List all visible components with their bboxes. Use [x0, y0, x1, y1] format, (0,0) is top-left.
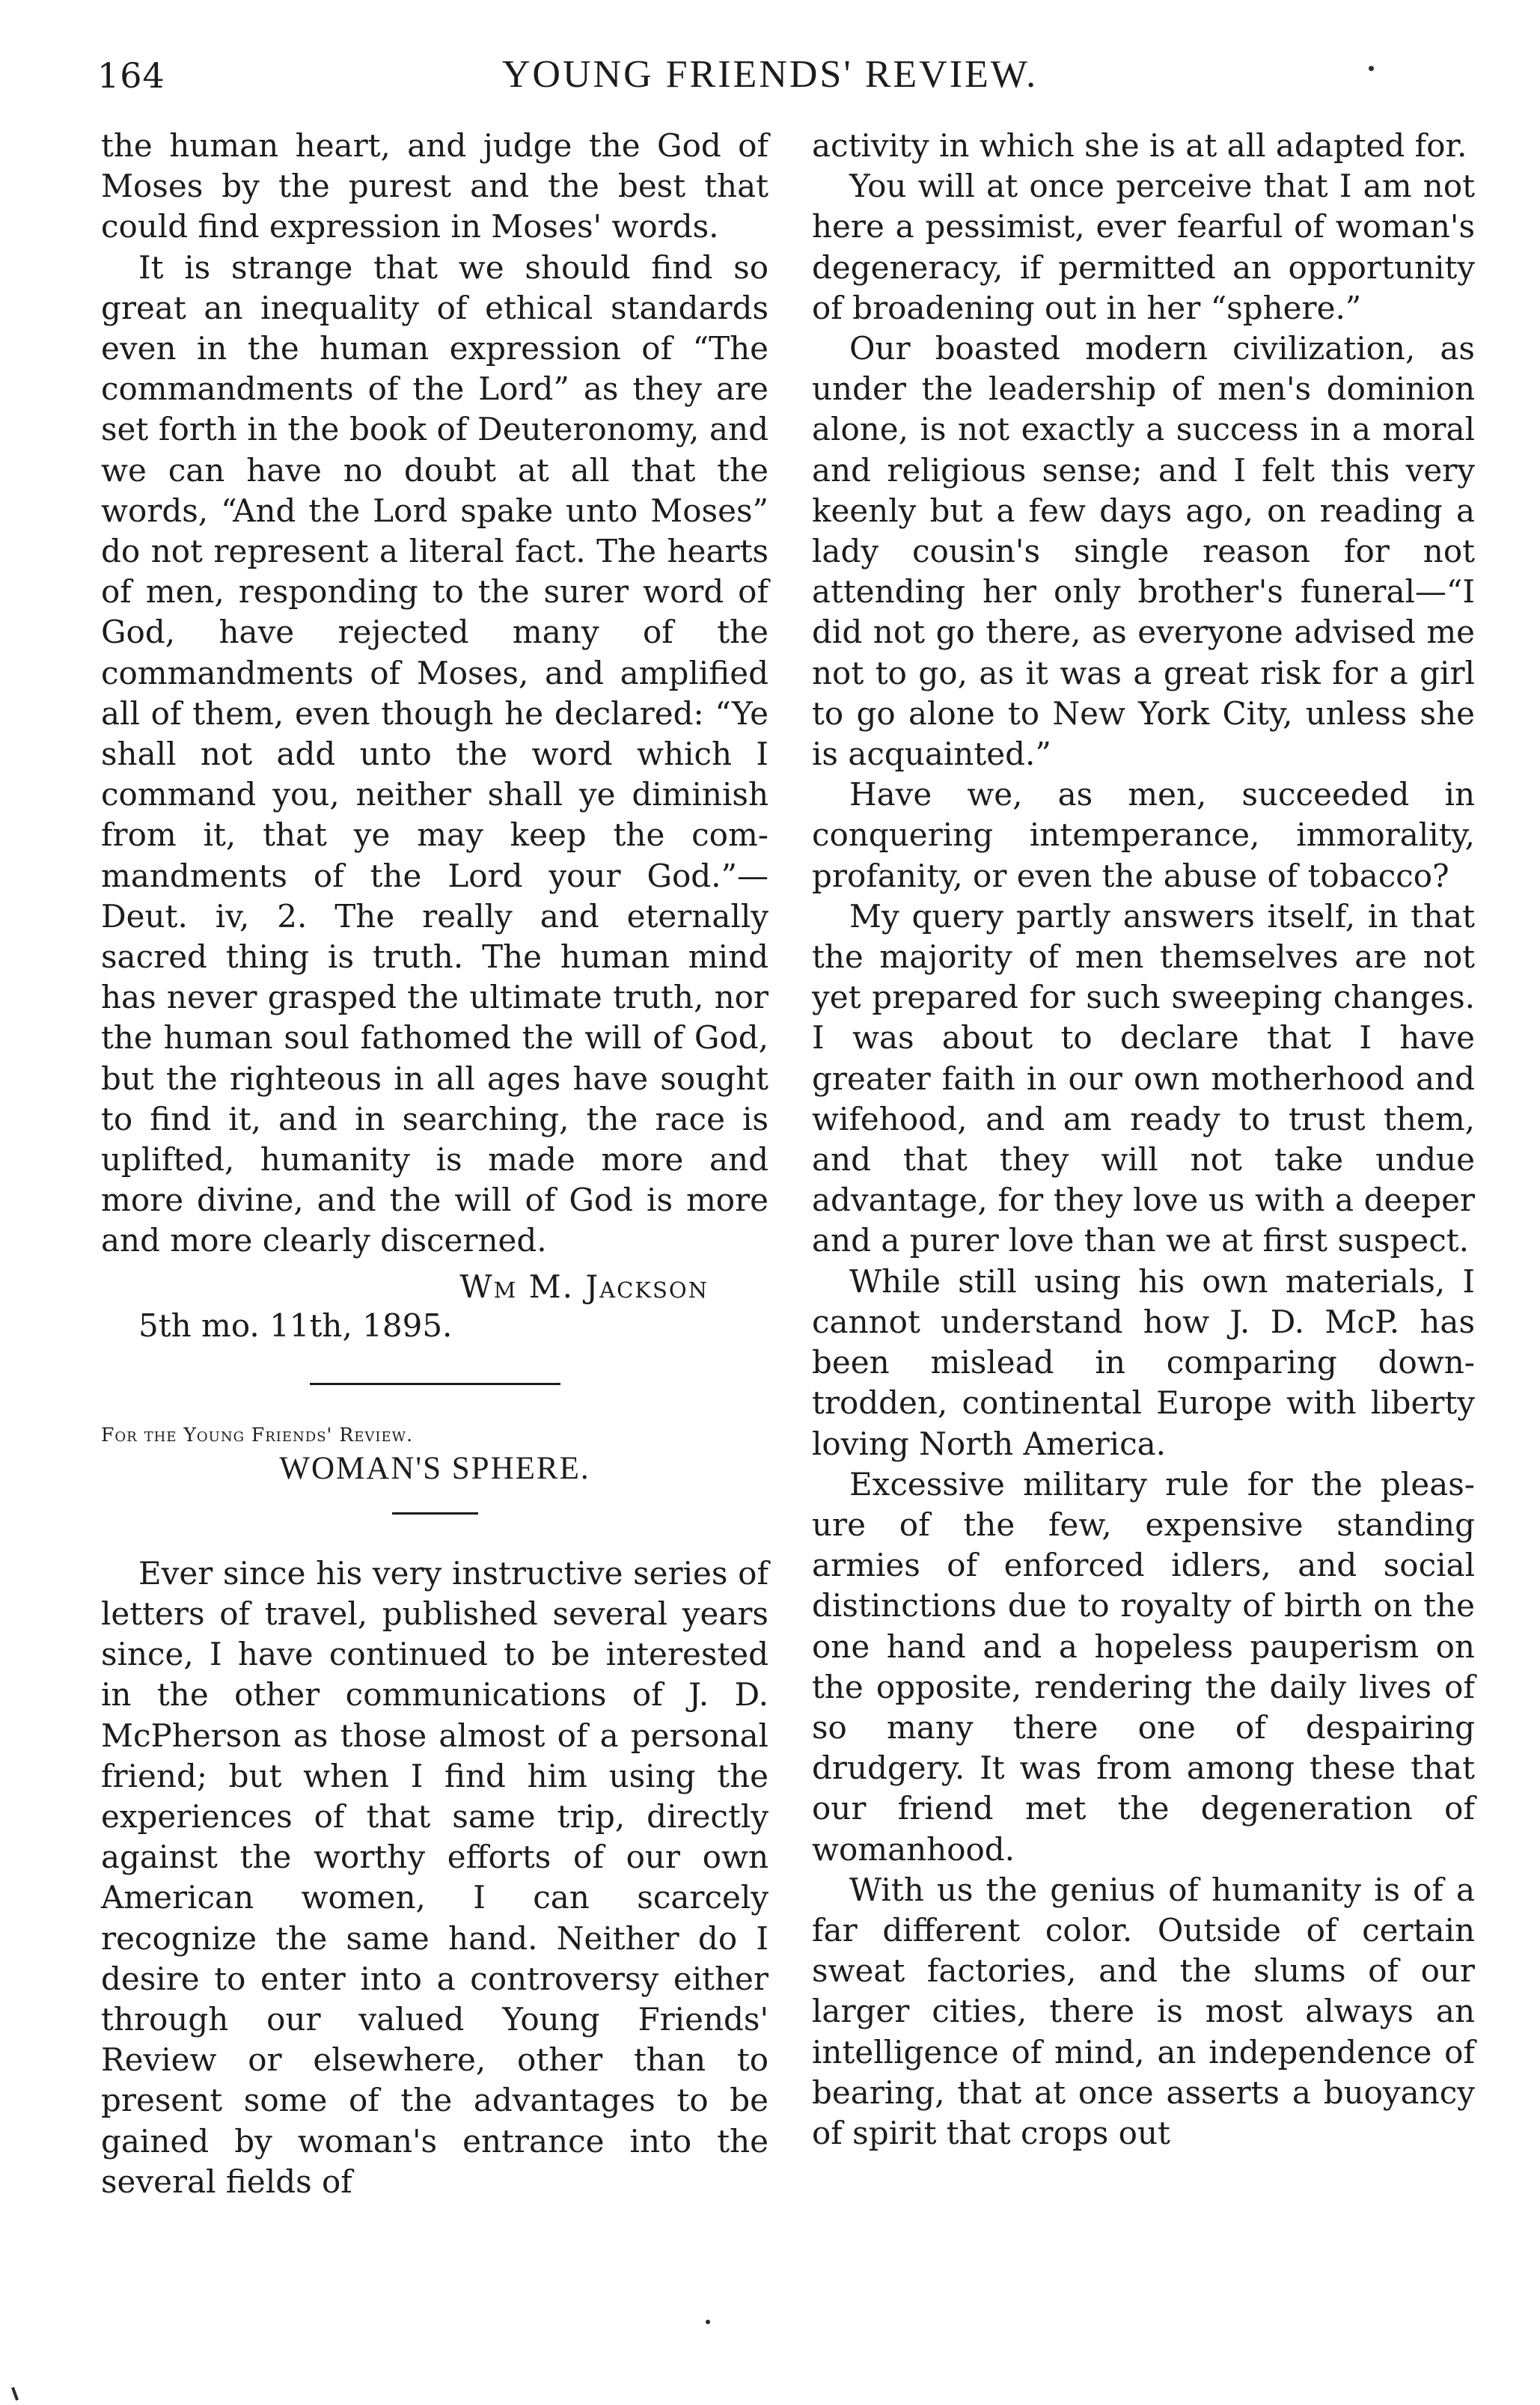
running-head: YOUNG FRIENDS' REVIEW.	[501, 53, 1039, 96]
left-column	[101, 126, 769, 2202]
scan-mark	[11, 2387, 19, 2401]
paragraph: My query partly answers itself, in that the majority of men themselves are not yet prepared for such sweeping changes. I was about to declare that I have greater faith in our own motherhood and wifehood, and am ready to trust them, and that they will not take undue advantage, for they love us with a deeper and a purer love than we at first suspect.	[812, 897, 1475, 1259]
paragraph: Excessive military rule for the pleasure of the few, expensive standing armies of enforced idlers, and social distinctions due to royalty of birth on the one hand and a hopeless pauperism on the opposite, rendering the daily lives of so many there one of despairing drudgery. It was from among these that our friend met the degeneration of womanhood.	[812, 1465, 1475, 1868]
paragraph: It is strange that we should find so great an inequality of ethical standards even in the human expression of “The commandments of the Lord” as they are set forth in the book of Deuteronomy, and we can have no doubt at all that the words, “And the Lord spake unto Moses” do not represent a literal fact. The hearts of men, responding to the surer word of God, have rejected many of the commandments of Moses, and amplified all of them, even though he declared: “Ye shall not add unto the word which I command you, neither shall ye diminish from it, that ye may keep the commandments of the Lord your God.”— Deut. iv, 2. The really and eternally sacred thing is truth. The human mind has never grasped the ultimate truth, nor the human soul fathomed the will of God, but the righteous in all ages have sought to find it, and in searching, the race is uplifted, humanity is made more and more divine, and the will of God is more and more clearly discerned.	[101, 248, 769, 1259]
author-signature: Wm M. Jackson	[459, 1268, 709, 1305]
paragraph: the human heart, and judge the God of Moses by the purest and the best that could find expression in Moses' words.	[101, 127, 769, 245]
paragraph: activity in which she is at all adapted for.	[812, 127, 1467, 164]
right-column	[812, 126, 1475, 2154]
article-byline: For the Young Friends' Review.	[101, 1423, 414, 1446]
paragraph: Have we, as men, succeeded in conquering intemperance, immorality, profanity, or even the abuse of tobacco?	[812, 776, 1475, 894]
article-title: WOMAN'S SPHERE.	[279, 1450, 590, 1486]
paragraph: You will at once perceive that I am not here a pessimist, ever fearful of woman's degeneracy, if permitted an opportunity of broadening out in her “sphere.”	[812, 168, 1475, 326]
paragraph: With us the genius of humanity is of a far different color. Outside of certain sweat factories, and the slums of our larger cities, there is most always an intelligence of mind, an independence of bearing, that at once asserts a buoyancy of spirit that crops out	[812, 1871, 1475, 2151]
paragraph: Our boasted modern civilization, as under the leadership of men's dominion alone, is not exactly a success in a moral and religious sense; and I felt this very keenly but a few days ago, on reading a lady cousin's single reason for not attending her only brother's funeral—“I did not go there, as everyone advised me not to go, as it was a great risk for a girl to go alone to New York City, unless she is acquainted.”	[812, 330, 1475, 773]
paragraph: Ever since his very instructive series of letters of travel, published several years since, I have continued to be interested in the other communications of J. D. McPherson as those almost of a personal friend; but when I find him using the experiences of that same trip, directly against the worthy efforts of our own American women, I can scarcely recognize the same hand. Neither do I desire to enter into a controversy either through our valued Young Friends' Review or elsewhere, other than to present some of the advantages to be gained by woman's entrance into the several fields of	[101, 1554, 769, 2200]
title-divider	[392, 1512, 478, 1515]
section-divider	[310, 1383, 560, 1385]
print-speck	[706, 2320, 710, 2324]
date-line: 5th mo. 11th, 1895.	[138, 1307, 453, 1344]
print-speck	[1369, 66, 1374, 71]
paragraph: While still using his own materials, I cannot understand how J. D. McP. has been mislead in comparing downtrodden, continental Europe with liberty loving North America.	[812, 1262, 1475, 1462]
page-number: 164	[97, 55, 165, 96]
